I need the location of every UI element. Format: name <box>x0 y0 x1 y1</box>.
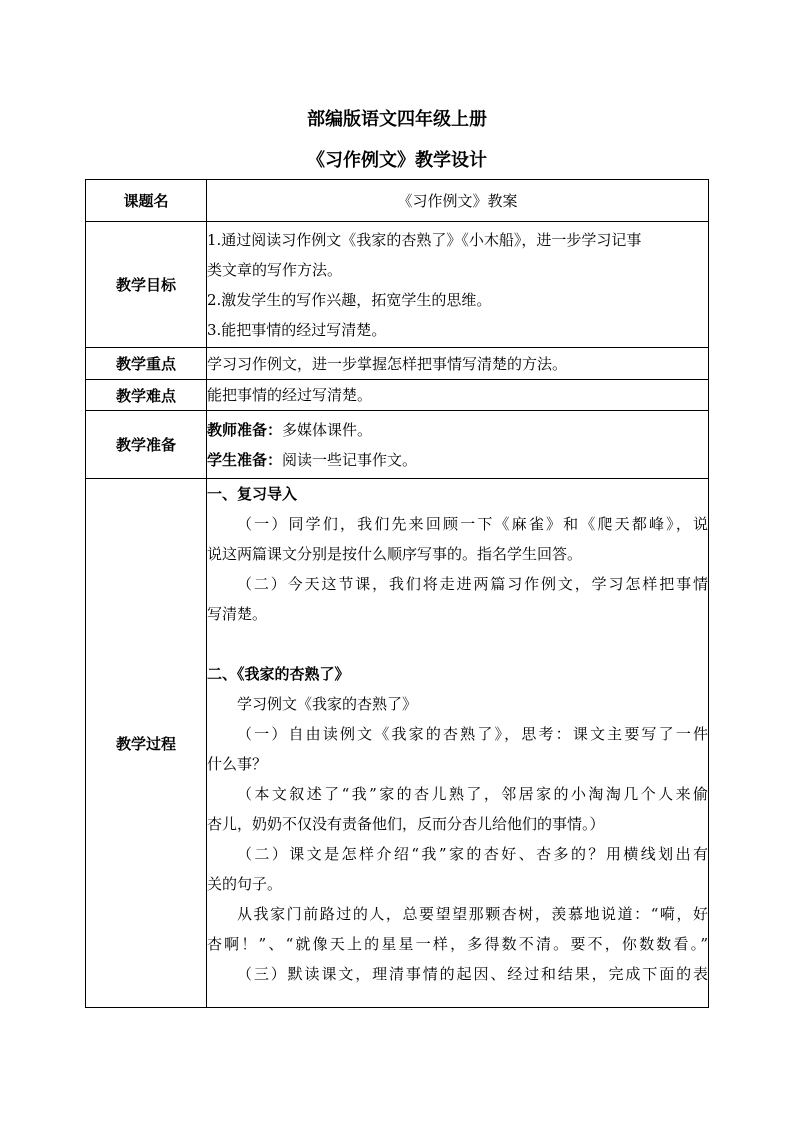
document-subtitle: 《习作例文》教学设计 <box>307 150 487 171</box>
objectives-label: 教学目标 <box>86 222 207 348</box>
objective-line: 2.激发学生的写作兴趣，拓宽学生的思维。 <box>207 290 492 309</box>
paragraph-line: （一）同学们，我们先来回顾一下《麻雀》和《爬天都峰》，说 <box>237 515 708 533</box>
student-preparation-label: 学生准备： <box>207 450 283 469</box>
blank-line <box>207 629 708 659</box>
objective-line: 类文章的写作方法。 <box>207 260 343 279</box>
objectives-content <box>207 222 709 348</box>
paragraph-line: （一）自由读例文《我家的杏熟了》，思考：课文主要写了一件 <box>237 725 708 743</box>
paragraph-line: 学习例文《我家的杏熟了》 <box>237 695 418 713</box>
teacher-preparation <box>207 415 708 445</box>
paragraph-line: 杏儿，奶奶不仅没有责备他们，反而分杏儿给他们的事情。） <box>207 815 605 833</box>
preparation-row <box>86 411 709 479</box>
table-header-row <box>86 180 709 222</box>
paragraph-line: 从我家门前路过的人，总要望望那颗杏树，羡慕地说道：“嗬，好 <box>237 905 708 923</box>
key-points-label: 教学重点 <box>86 348 207 380</box>
topic-label: 课题名 <box>86 180 207 222</box>
section-heading: 二、《我家的杏熟了》 <box>207 665 350 683</box>
key-points-content <box>207 348 709 380</box>
teacher-preparation-label: 教师准备： <box>207 420 283 439</box>
paragraph-line: 写清楚。 <box>207 605 268 623</box>
paragraph-line: 说这两篇课文分别是按什么顺序写事的。指名学生回答。 <box>207 545 583 563</box>
paragraph-line: 杏啊！”、“就像天上的星星一样，多得数不清。要不，你数数看。” <box>207 935 708 953</box>
difficulties-text: 能把事情的经过写清楚。 <box>207 386 373 404</box>
process-label: 教学过程 <box>86 479 207 1008</box>
teacher-preparation-text: 多媒体课件。 <box>282 420 373 439</box>
difficulties-content <box>207 380 709 411</box>
preparation-label: 教学准备 <box>86 411 207 479</box>
process-row <box>86 479 709 1008</box>
difficulties-label: 教学难点 <box>86 380 207 411</box>
document-title: 部编版语文四年级上册 <box>307 109 487 130</box>
objective-line: 3.能把事情的经过写清楚。 <box>207 320 387 339</box>
section-heading: 一、复习导入 <box>207 485 298 503</box>
key-points-text: 学习习作例文，进一步掌握怎样把事情写清楚的方法。 <box>207 354 568 373</box>
difficulties-row <box>86 380 709 411</box>
topic-value: 《习作例文》教案 <box>207 180 709 222</box>
student-preparation <box>207 445 708 475</box>
objectives-row <box>86 222 709 348</box>
lesson-plan-table <box>85 179 709 1008</box>
paragraph-line: （二）课文是怎样介绍“我”家的杏好、杏多的？用横线划出有 <box>237 845 708 863</box>
process-content <box>207 479 709 1008</box>
preparation-content <box>207 411 709 479</box>
student-preparation-text: 阅读一些记事作文。 <box>282 450 418 469</box>
key-points-row <box>86 348 709 380</box>
objective-line: 1.通过阅读习作例文《我家的杏熟了》《小木船》，进一步学习记事 <box>207 230 642 249</box>
paragraph-line: （本文叙述了“我”家的杏儿熟了，邻居家的小淘淘几个人来偷 <box>237 785 708 803</box>
paragraph-line: （三）默读课文，理清事情的起因、经过和结果，完成下面的表 <box>237 965 708 983</box>
paragraph-line: （二）今天这节课，我们将走进两篇习作例文，学习怎样把事情 <box>237 575 708 593</box>
paragraph-line: 关的句子。 <box>207 875 283 893</box>
paragraph-line: 什么事？ <box>207 755 268 773</box>
